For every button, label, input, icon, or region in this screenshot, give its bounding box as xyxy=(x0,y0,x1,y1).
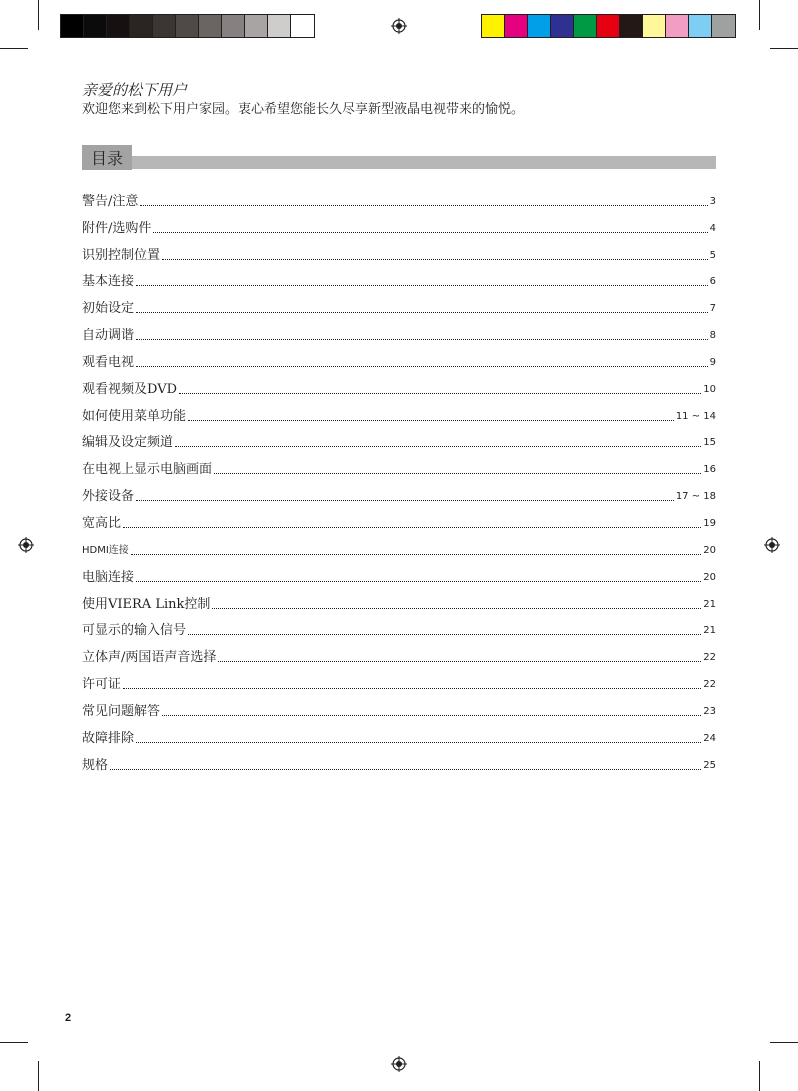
toc-entry-page: 7 xyxy=(709,303,716,315)
toc-entry[interactable] xyxy=(82,317,716,344)
toc-entry-page: 20 xyxy=(703,544,716,556)
toc-entry-page: 5 xyxy=(709,249,716,261)
toc-leader-dots xyxy=(136,500,674,501)
color-swatch xyxy=(153,15,176,37)
toc-leader-dots xyxy=(131,554,701,555)
color-swatch xyxy=(689,15,712,37)
color-swatch xyxy=(712,15,735,37)
greeting-title: 亲爱的松下用户 xyxy=(82,81,188,99)
toc-entry-title: 附件/选购件 xyxy=(82,220,152,236)
toc-leader-dots xyxy=(188,420,674,421)
toc-entry-title: 宽高比 xyxy=(82,515,122,531)
toc-entry-page: 15 xyxy=(703,437,716,449)
toc-heading-bar xyxy=(82,156,716,169)
toc-entry[interactable] xyxy=(82,639,716,666)
toc-leader-dots xyxy=(136,366,708,367)
color-swatch xyxy=(130,15,153,37)
toc-entry-page: 20 xyxy=(703,571,716,583)
toc-entry-title: 警告/注意 xyxy=(82,193,139,209)
crop-mark xyxy=(0,48,28,49)
toc-entry[interactable] xyxy=(82,586,716,613)
toc-entry-page: 21 xyxy=(703,625,716,637)
toc-entry-title: 使用VIERA Link控制 xyxy=(82,596,211,612)
crop-mark xyxy=(770,1042,798,1043)
crop-mark xyxy=(759,0,760,30)
toc-entry-title: 观看视频及DVD xyxy=(82,381,178,397)
color-swatch xyxy=(597,15,620,37)
color-swatch xyxy=(643,15,666,37)
toc-entry[interactable] xyxy=(82,344,716,371)
toc-entry-page: 8 xyxy=(709,330,716,342)
toc-entry-title: 立体声/两国语声音选择 xyxy=(82,650,217,666)
crop-mark xyxy=(38,0,39,30)
toc-entry[interactable] xyxy=(82,425,716,452)
toc-entry-title: 电脑连接 xyxy=(82,569,135,585)
toc-leader-dots xyxy=(136,339,708,340)
toc-entry-page: 16 xyxy=(703,464,716,476)
toc-entry-title: 故障排除 xyxy=(82,730,135,746)
color-swatch xyxy=(61,15,84,37)
crop-mark xyxy=(0,1042,28,1043)
toc-leader-dots xyxy=(136,285,708,286)
toc-leader-dots xyxy=(179,393,701,394)
toc-leader-dots xyxy=(212,608,701,609)
toc-entry-title: 可显示的输入信号 xyxy=(82,623,187,639)
toc-leader-dots xyxy=(136,581,701,582)
toc-leader-dots xyxy=(123,688,701,689)
toc-entry-title: 基本连接 xyxy=(82,274,135,290)
registration-mark-icon xyxy=(764,537,780,553)
color-swatch xyxy=(574,15,597,37)
toc-heading-banner xyxy=(82,145,716,170)
color-swatch xyxy=(666,15,689,37)
color-swatch xyxy=(620,15,643,37)
crop-mark xyxy=(38,1061,39,1091)
color-swatch xyxy=(528,15,551,37)
color-swatch xyxy=(222,15,245,37)
crop-mark xyxy=(770,48,798,49)
toc-entry-page: 4 xyxy=(709,222,716,234)
toc-leader-dots xyxy=(188,634,701,635)
toc-list xyxy=(82,183,716,774)
color-swatch xyxy=(199,15,222,37)
toc-entry[interactable] xyxy=(82,747,716,774)
color-swatch xyxy=(107,15,130,37)
registration-mark-icon xyxy=(391,1056,407,1072)
toc-entry[interactable] xyxy=(82,183,716,210)
toc-entry[interactable] xyxy=(82,290,716,317)
registration-mark-icon xyxy=(18,537,34,553)
page-number: 2 xyxy=(65,1012,72,1024)
toc-entry[interactable] xyxy=(82,398,716,425)
toc-entry[interactable] xyxy=(82,237,716,264)
toc-entry[interactable] xyxy=(82,478,716,505)
toc-entry-title: 在电视上显示电脑画面 xyxy=(82,462,213,478)
toc-entry-page: 10 xyxy=(703,383,716,395)
greeting-body: 欢迎您来到松下用户家园。衷心希望您能长久尽享新型液晶电视带来的愉悦。 xyxy=(82,102,525,117)
toc-leader-dots xyxy=(175,446,701,447)
toc-leader-dots xyxy=(140,205,707,206)
toc-entry[interactable] xyxy=(82,532,716,559)
toc-entry[interactable] xyxy=(82,210,716,237)
toc-leader-dots xyxy=(162,259,708,260)
toc-entry-title: 许可证 xyxy=(82,677,122,693)
toc-leader-dots xyxy=(136,312,708,313)
toc-entry-page: 6 xyxy=(709,276,716,288)
color-swatch xyxy=(505,15,528,37)
color-swatch xyxy=(551,15,574,37)
color-swatch xyxy=(291,15,314,37)
color-bar xyxy=(481,14,736,38)
toc-entry-page: 3 xyxy=(709,195,716,207)
toc-entry-title: HDMI连接 xyxy=(82,544,129,556)
toc-leader-dots xyxy=(123,527,701,528)
toc-entry[interactable] xyxy=(82,505,716,532)
toc-entry-page: 17 ~ 18 xyxy=(675,491,716,503)
toc-entry-page: 9 xyxy=(709,356,716,368)
crop-mark xyxy=(759,1061,760,1091)
toc-entry-page: 25 xyxy=(703,759,716,771)
color-swatch xyxy=(84,15,107,37)
toc-entry-title: 如何使用菜单功能 xyxy=(82,408,187,424)
toc-entry[interactable] xyxy=(82,693,716,720)
toc-entry[interactable] xyxy=(82,264,716,291)
toc-entry-page: 21 xyxy=(703,598,716,610)
toc-entry-title: 自动调谐 xyxy=(82,328,135,344)
toc-entry-title: 常见问题解答 xyxy=(82,703,161,719)
toc-entry[interactable] xyxy=(82,720,716,747)
toc-entry-title: 识别控制位置 xyxy=(82,247,161,263)
toc-entry[interactable] xyxy=(82,613,716,640)
gray-scale-bar xyxy=(60,14,315,38)
toc-entry-page: 11 ~ 14 xyxy=(675,410,716,422)
color-swatch xyxy=(268,15,291,37)
toc-leader-dots xyxy=(136,742,701,743)
toc-entry-title: 外接设备 xyxy=(82,489,135,505)
toc-entry-page: 19 xyxy=(703,517,716,529)
toc-entry-page: 24 xyxy=(703,732,716,744)
color-swatch xyxy=(482,15,505,37)
toc-heading: 目录 xyxy=(82,145,132,170)
toc-entry[interactable] xyxy=(82,666,716,693)
toc-entry[interactable] xyxy=(82,371,716,398)
toc-entry-page: 23 xyxy=(703,705,716,717)
toc-leader-dots xyxy=(218,661,701,662)
toc-entry[interactable] xyxy=(82,559,716,586)
registration-mark-icon xyxy=(391,18,407,34)
toc-entry-title: 初始设定 xyxy=(82,301,135,317)
toc-leader-dots xyxy=(162,715,701,716)
toc-leader-dots xyxy=(214,473,701,474)
toc-entry-page: 22 xyxy=(703,679,716,691)
toc-entry-title: 规格 xyxy=(82,757,109,773)
toc-entry[interactable] xyxy=(82,451,716,478)
color-swatch xyxy=(245,15,268,37)
toc-leader-dots xyxy=(110,769,701,770)
toc-leader-dots xyxy=(153,232,707,233)
toc-entry-page: 22 xyxy=(703,652,716,664)
toc-entry-title: 观看电视 xyxy=(82,354,135,370)
color-swatch xyxy=(176,15,199,37)
toc-entry-title: 编辑及设定频道 xyxy=(82,435,174,451)
